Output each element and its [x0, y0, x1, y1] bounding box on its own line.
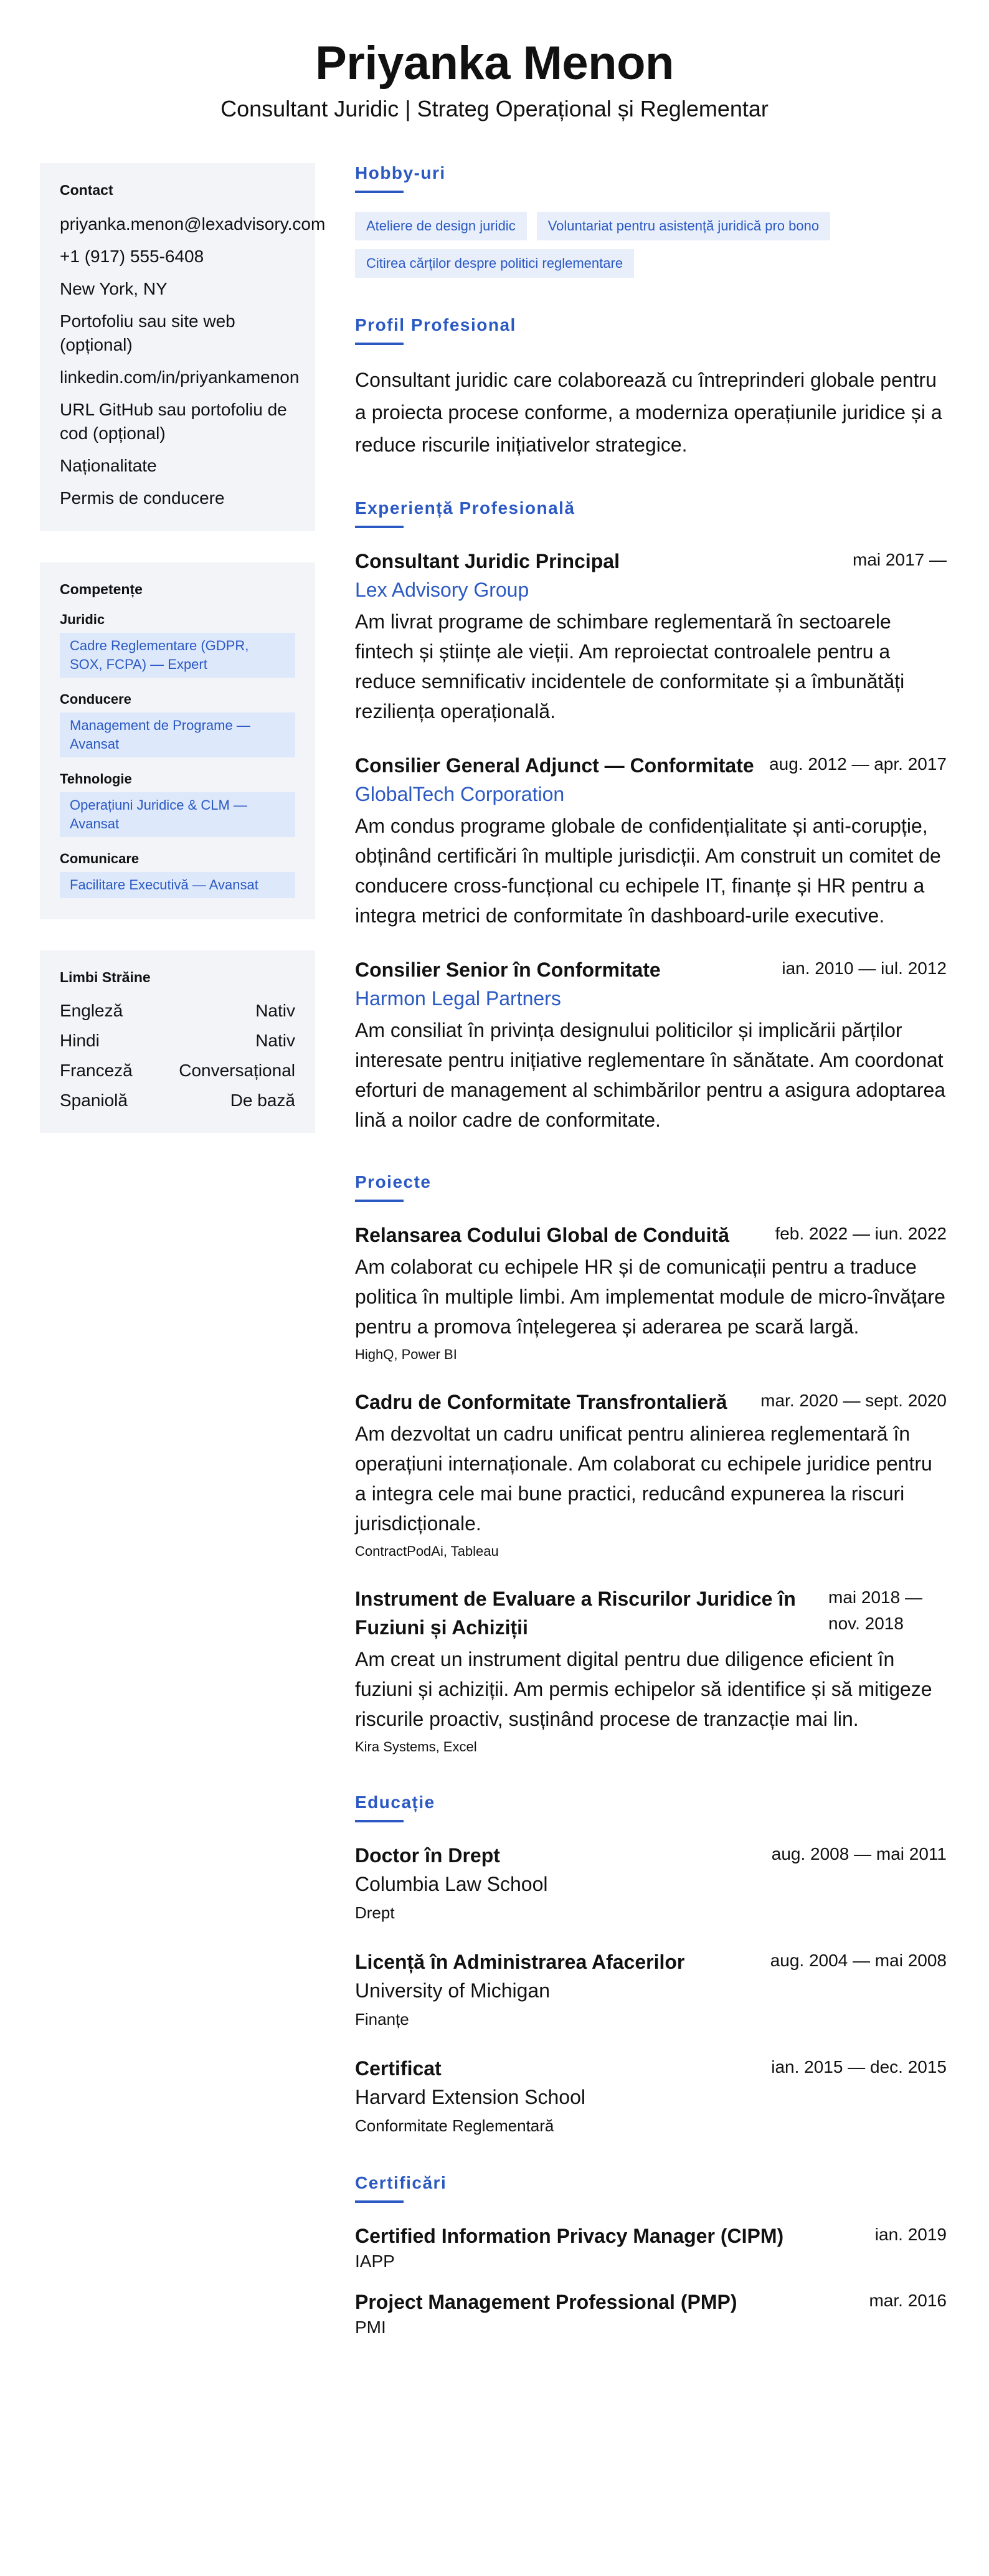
education-entry [355, 1948, 947, 2029]
language-name: Spaniolă [60, 1091, 128, 1110]
field-of-study: Drept [355, 1903, 395, 1922]
project-description: Am creat un instrument digital pentru due diligence eficient în fuziuni și achiziții. Am permis echipelor să identifice și să mitigeze riscurile proactiv, susținând procese de tranzacție mai lin. [355, 1648, 932, 1730]
project-entry [355, 1388, 947, 1560]
certification-entry [355, 2222, 947, 2271]
degree-title: Certificat [355, 2057, 442, 2080]
skill-category: Conducere [60, 691, 131, 707]
language-name: Franceză [60, 1061, 133, 1080]
language-row [60, 1000, 295, 1022]
employer-name: Harmon Legal Partners [355, 987, 561, 1010]
section-title-certifications: Certificări [355, 2173, 447, 2192]
section-divider [355, 1820, 404, 1822]
language-name: Hindi [60, 1031, 100, 1050]
experience-entry [355, 751, 947, 930]
field-of-study: Conformitate Reglementară [355, 2116, 554, 2135]
skill-tag: Operațiuni Juridice & CLM — Avansat [60, 792, 295, 837]
contact-linkedin[interactable]: linkedin.com/in/priyankamenon [60, 367, 300, 387]
section-divider [355, 526, 404, 528]
sidebar [40, 163, 326, 1164]
contact-portfolio[interactable]: Portofoliu sau site web (opțional) [60, 311, 235, 354]
skill-group [60, 691, 295, 757]
education-dates: aug. 2004 — mai 2008 [770, 1951, 947, 1970]
main-content [355, 163, 947, 2337]
project-title: Instrument de Evaluare a Riscurilor Juridice în Fuziuni și Achiziții [355, 1588, 796, 1639]
skill-category: Juridic [60, 612, 105, 627]
skill-group [60, 612, 295, 678]
candidate-headline: Consultant Juridic | Strateg Operațional și Reglementar [220, 96, 769, 121]
education-dates: ian. 2015 — dec. 2015 [771, 2057, 947, 2076]
skills-card [40, 562, 315, 919]
hobby-tag: Ateliere de design juridic [355, 212, 527, 240]
experience-entry [355, 955, 947, 1135]
contact-github[interactable]: URL GitHub sau portofoliu de cod (opțional) [60, 400, 287, 443]
project-dates: mai 2018 — nov. 2018 [828, 1588, 922, 1633]
job-description: Am consiliat în privința designului politicilor și implicării părților interesate pentru inițiative reglementare în sănătate. Am coordonat eforturi de management al schimbărilor pentru a asigura adoptarea lină a noilor cadre de conformitate. [355, 1019, 946, 1131]
certifications-section [355, 2173, 947, 2337]
employer-name: GlobalTech Corporation [355, 783, 565, 805]
hobbies-section [355, 163, 947, 278]
section-title-hobbies: Hobby-uri [355, 163, 446, 182]
project-tools: HighQ, Power BI [355, 1347, 457, 1362]
skill-group [60, 771, 295, 837]
education-entry [355, 2054, 947, 2136]
job-description: Am condus programe globale de confidențialitate și anti-corupție, obținând certificări în multiple jurisdicții. Am construit un comitet de conducere cross-funcțional cu echipele IT, finanțe și HR pentru a integra metrici de conformitate în dashboard-urile executive. [355, 815, 941, 927]
project-entry [355, 1584, 947, 1755]
languages-card [40, 950, 315, 1133]
contact-phone[interactable]: +1 (917) 555-6408 [60, 247, 204, 266]
job-description: Am livrat programe de schimbare reglementară în sectoarele fintech și științe ale vieții. Am reproiectat controalele pentru a reduce semnificativ incidentele de conformitate și a îmbunătăți reziliența operațională. [355, 610, 905, 722]
skill-category: Tehnologie [60, 771, 132, 787]
project-title: Cadru de Conformitate Transfrontalieră [355, 1391, 727, 1413]
project-dates: mar. 2020 — sept. 2020 [760, 1391, 947, 1410]
job-title: Consilier General Adjunct — Conformitate [355, 754, 754, 777]
profile-summary: Consultant juridic care colaborează cu întreprinderi globale pentru a proiecta procese conforme, a moderniza operațiunile juridice și a reduce riscurile inițiativelor strategice. [355, 369, 942, 456]
projects-section [355, 1172, 947, 1755]
contact-email[interactable]: priyanka.menon@lexadvisory.com [60, 214, 326, 234]
certification-date: ian. 2019 [874, 2225, 947, 2244]
section-divider [355, 2200, 404, 2203]
job-dates: ian. 2010 — iul. 2012 [782, 959, 947, 978]
job-title: Consultant Juridic Principal [355, 550, 620, 572]
language-level: Nativ [255, 1031, 295, 1050]
section-title-experience: Experiență Profesională [355, 498, 575, 518]
project-tools: ContractPodAi, Tableau [355, 1543, 499, 1559]
hobby-tags [355, 212, 947, 278]
certification-date: mar. 2016 [869, 2291, 947, 2310]
degree-title: Doctor în Drept [355, 1844, 500, 1867]
certification-entry [355, 2288, 947, 2337]
project-description: Am dezvoltat un cadru unificat pentru alinierea reglementară în operațiuni internaționale. Am colaborat cu echipele juridice pentru a integra cele mai bune practici, reducând expunerea la riscuri jurisdicționale. [355, 1423, 932, 1535]
languages-title: Limbi Străine [60, 969, 151, 985]
field-of-study: Finanțe [355, 2010, 409, 2029]
section-divider [355, 1200, 404, 1202]
section-title-education: Educație [355, 1792, 435, 1812]
skill-category: Comunicare [60, 851, 140, 866]
language-row [60, 1059, 295, 1082]
section-title-profile: Profil Profesional [355, 315, 516, 334]
school-name: University of Michigan [355, 1979, 550, 2002]
certification-issuer: PMI [355, 2318, 386, 2337]
project-title: Relansarea Codului Global de Conduită [355, 1224, 729, 1246]
language-row [60, 1089, 295, 1112]
job-dates: aug. 2012 — apr. 2017 [769, 754, 947, 774]
skill-group [60, 851, 295, 898]
experience-section [355, 498, 947, 1135]
hobby-tag: Citirea cărților despre politici reglementare [355, 249, 634, 278]
job-dates: mai 2017 — [853, 550, 947, 569]
project-tools: Kira Systems, Excel [355, 1739, 477, 1754]
skill-tag: Facilitare Executivă — Avansat [60, 872, 295, 898]
employer-name: Lex Advisory Group [355, 579, 529, 601]
school-name: Harvard Extension School [355, 2086, 585, 2108]
degree-title: Licență în Administrarea Afacerilor [355, 1951, 685, 1973]
profile-section [355, 315, 947, 461]
certification-issuer: IAPP [355, 2252, 395, 2271]
section-title-projects: Proiecte [355, 1172, 432, 1191]
school-name: Columbia Law School [355, 1873, 548, 1895]
project-dates: feb. 2022 — iun. 2022 [775, 1224, 947, 1243]
certification-name: Certified Information Privacy Manager (CIPM) [355, 2225, 784, 2247]
section-divider [355, 343, 404, 345]
job-title: Consilier Senior în Conformitate [355, 959, 661, 981]
contact-title: Contact [60, 182, 113, 198]
language-name: Engleză [60, 1001, 123, 1020]
contact-location: New York, NY [60, 279, 168, 298]
section-divider [355, 191, 404, 193]
contact-card [40, 163, 326, 531]
resume-header [0, 0, 989, 122]
language-level: De bază [230, 1091, 295, 1110]
education-entry [355, 1841, 947, 1923]
project-entry [355, 1221, 947, 1363]
candidate-name: Priyanka Menon [315, 37, 674, 90]
contact-driving-license: Permis de conducere [60, 488, 225, 508]
contact-nationality: Naționalitate [60, 456, 157, 475]
hobby-tag: Voluntariat pentru asistență juridică pro bono [537, 212, 830, 240]
language-level: Nativ [255, 1001, 295, 1020]
language-level: Conversațional [179, 1061, 295, 1080]
education-dates: aug. 2008 — mai 2011 [771, 1844, 947, 1863]
skills-title: Competențe [60, 581, 143, 597]
experience-entry [355, 547, 947, 726]
certification-name: Project Management Professional (PMP) [355, 2291, 737, 2313]
education-section [355, 1792, 947, 2136]
skill-tag: Cadre Reglementare (GDPR, SOX, FCPA) — Expert [60, 633, 295, 678]
language-row [60, 1030, 295, 1052]
skill-tag: Management de Programe — Avansat [60, 713, 295, 757]
project-description: Am colaborat cu echipele HR și de comunicații pentru a traduce politica în multiple limbi. Am implementat module de micro-învățare pentru a promova înțelegerea și aderarea pe scară largă. [355, 1256, 945, 1338]
